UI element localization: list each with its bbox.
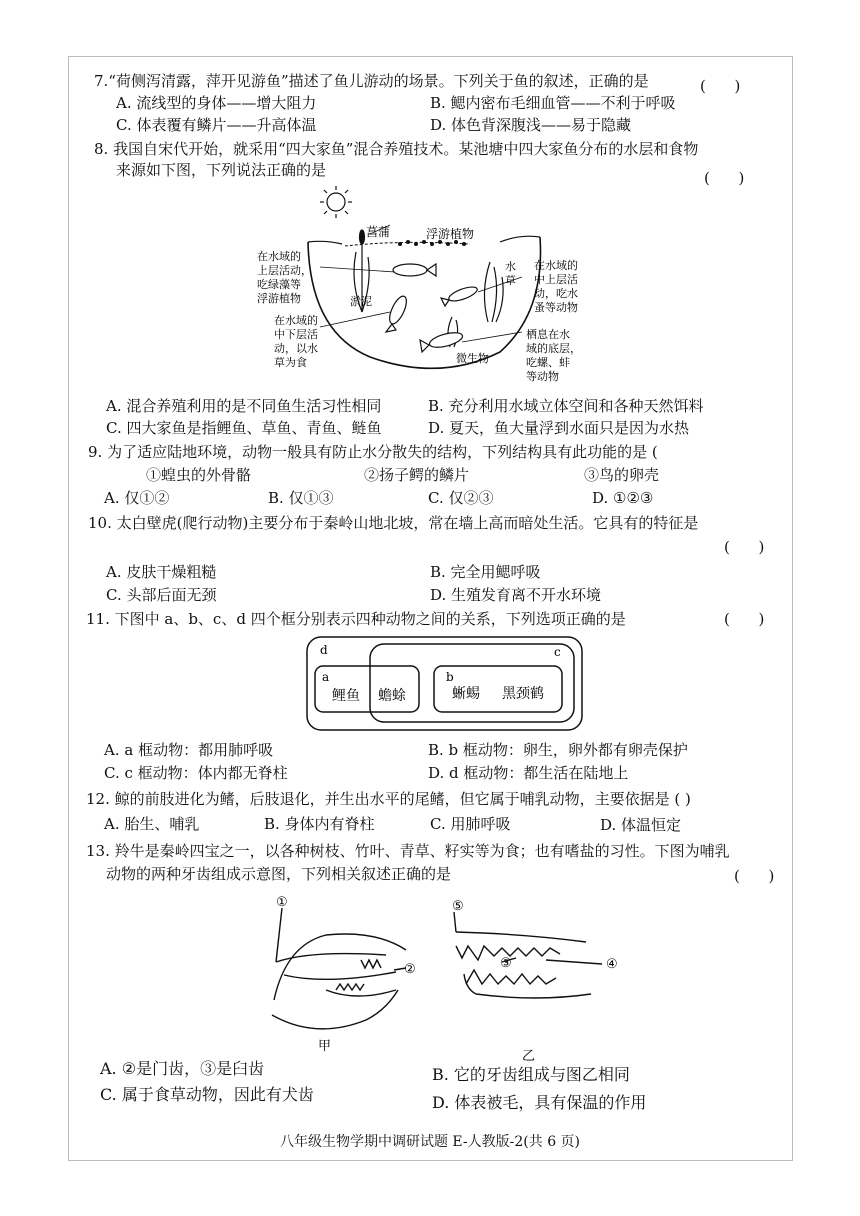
q13-option-c: C. 属于食草动物，因此有犬齿: [100, 1085, 314, 1104]
q10-option-c: C. 头部后面无颈: [106, 586, 217, 604]
q8-option-c: C. 四大家鱼是指鲤鱼、草鱼、青鱼、鲢鱼: [106, 419, 382, 437]
q8-option-a: A. 混合养殖利用的是不同鱼生活习性相同: [106, 397, 382, 415]
label-left2-line: 草为食: [274, 356, 307, 369]
q11-option-d: D. d 框动物：都生活在陆地上: [428, 764, 629, 782]
caption-a: 甲: [318, 1039, 332, 1054]
fish-upper: [393, 264, 436, 276]
label-c: c: [554, 645, 561, 659]
q10-option-a: A. 皮肤干燥粗糙: [106, 563, 217, 581]
label-right1-line: 在水域的: [534, 259, 578, 272]
label-waterweed: 水: [505, 260, 516, 273]
q10-option-d: D. 生殖发育离不开水环境: [430, 586, 602, 604]
q12-option-b: B. 身体内有脊柱: [264, 815, 375, 833]
label-right1-line: 动，吃水: [534, 287, 578, 300]
label-left2-line: 动，以水: [274, 342, 318, 355]
q7-stem: 7.“荷侧泻清露，萍开见游鱼”描述了鱼儿游动的场景。下列关于鱼的叙述，正确的是: [94, 72, 649, 90]
q9-item-2: ②扬子鳄的鳞片: [364, 466, 470, 484]
label-a: a: [322, 670, 330, 684]
q13-answer-paren: ( ): [734, 867, 775, 885]
label-left1-line: 上层活动，: [257, 264, 312, 277]
label-waterweed: 草: [505, 274, 516, 287]
q12-option-c: C. 用肺呼吸: [430, 815, 511, 833]
label-right2-line: 域的底层，: [526, 342, 581, 355]
label-left1-line: 在水域的: [257, 250, 301, 263]
q13-option-d: D. 体表被毛，具有保温的作用: [432, 1093, 647, 1112]
q9-item-1: ①蝗虫的外骨骼: [146, 466, 252, 484]
q8-answer-paren: ( ): [704, 169, 745, 187]
q8-stem-line2: 来源如下图，下列说法正确的是: [116, 161, 327, 179]
q8-stem-line1: 8. 我国自宋代开始，就采用“四大家鱼”混合养殖技术。某池塘中四大家鱼分布的水层和食物: [94, 140, 699, 158]
q12-option-d: D. 体温恒定: [600, 816, 682, 834]
box-c: [370, 644, 574, 722]
q7-option-b: B. 鳃内密布毛细血管——不利于呼吸: [430, 94, 676, 112]
label-microbe: 微生物: [456, 352, 489, 365]
q9-option-c: C. 仅②③: [428, 489, 494, 507]
q10-stem: 10. 太白壁虎(爬行动物)主要分布于秦岭山地北坡，常在墙上高而暗处生活。它具有的特征是: [88, 514, 699, 532]
label-n2: ②: [404, 962, 416, 977]
label-toad: 蟾蜍: [378, 688, 406, 704]
q13-stem-line2: 动物的两种牙齿组成示意图，下列相关叙述正确的是: [106, 865, 452, 883]
q7-answer-paren: ( ): [700, 77, 741, 95]
q11-answer-paren: ( ): [724, 610, 765, 628]
label-n3: ③: [500, 956, 512, 971]
pond-diagram: [250, 182, 590, 392]
q12-option-a: A. 胎生、哺乳: [104, 815, 200, 833]
q11-option-b: B. b 框动物：卵生，卵外都有卵壳保护: [428, 741, 688, 759]
q9-option-a: A. 仅①②: [104, 489, 170, 507]
label-left1-line: 浮游植物: [257, 292, 301, 305]
q8-option-d: D. 夏天，鱼大量浮到水面只是因为水热: [428, 419, 690, 437]
teeth-diagram-b: [446, 894, 636, 1064]
venn-diagram: [306, 636, 584, 732]
q10-answer-paren: ( ): [724, 538, 765, 556]
label-silt: 淤泥: [350, 295, 372, 308]
q10-option-b: B. 完全用鳃呼吸: [430, 563, 541, 581]
label-left2-line: 中下层活: [274, 328, 318, 341]
q11-stem: 11. 下图中 a、b、c、d 四个框分别表示四种动物之间的关系，下列选项正确的是: [86, 610, 626, 628]
q9-option-d: D. ①②③: [592, 489, 654, 507]
sun-icon: [320, 186, 352, 218]
label-right1-line: 中上层活: [534, 273, 578, 286]
q11-option-c: C. c 框动物：体内都无脊柱: [104, 764, 288, 782]
caption-b: 乙: [522, 1049, 536, 1064]
q7-option-c: C. 体表覆有鳞片——升高体温: [116, 116, 317, 134]
fish-right: [441, 284, 479, 306]
label-crane: 黑颈鹤: [502, 686, 544, 702]
q13-option-b: B. 它的牙齿组成与图乙相同: [432, 1065, 630, 1084]
label-cattail: 菖蒲: [366, 225, 391, 239]
q11-option-a: A. a 框动物：都用肺呼吸: [104, 741, 274, 759]
label-carp: 鲤鱼: [332, 688, 360, 704]
label-n1: ①: [276, 895, 288, 910]
label-right1-line: 蚤等动物: [534, 301, 578, 314]
label-right2-line: 栖息在水: [526, 328, 570, 341]
fish-bottom: [420, 330, 464, 352]
label-n5: ⑤: [452, 899, 464, 914]
fish-middle: [386, 294, 410, 332]
q7-option-d: D. 体色背深腹浅——易于隐藏: [430, 116, 632, 134]
q9-item-3: ③鸟的卵壳: [584, 466, 660, 484]
page-footer: 八年级生物学期中调研试题 E-人教版-2(共 6 页): [279, 1134, 581, 1150]
label-left1-line: 吃绿藻等: [257, 278, 301, 291]
q7-option-a: A. 流线型的身体——增大阻力: [116, 94, 317, 112]
q13-stem-line1: 13. 羚牛是秦岭四宝之一，以各种树枝、竹叶、青草、籽实等为食；也有嗜盐的习性。下图为哺乳: [86, 842, 730, 860]
teeth-diagram-a: [266, 890, 436, 1060]
label-lizard: 蜥蜴: [452, 686, 480, 702]
q9-option-b: B. 仅①③: [268, 489, 334, 507]
q12-stem: 12. 鲸的前肢进化为鳍，后肢退化，并生出水平的尾鳍，但它属于哺乳动物，主要依据是 ( ): [86, 790, 691, 808]
label-right2-line: 等动物: [526, 370, 559, 383]
label-left2-line: 在水域的: [274, 314, 318, 327]
label-b: b: [446, 670, 454, 684]
q9-stem: 9. 为了适应陆地环境，动物一般具有防止水分散失的结构，下列结构具有此功能的是 (: [88, 443, 658, 461]
label-d: d: [320, 643, 328, 657]
label-plankton: 浮游植物: [426, 227, 475, 241]
q8-option-b: B. 充分利用水域立体空间和各种天然饵料: [428, 397, 704, 415]
label-right2-line: 吃螺、蚌: [526, 356, 570, 369]
q13-option-a: A. ②是门齿，③是臼齿: [100, 1059, 265, 1078]
label-n4: ④: [606, 957, 618, 972]
box-d: [307, 637, 582, 730]
